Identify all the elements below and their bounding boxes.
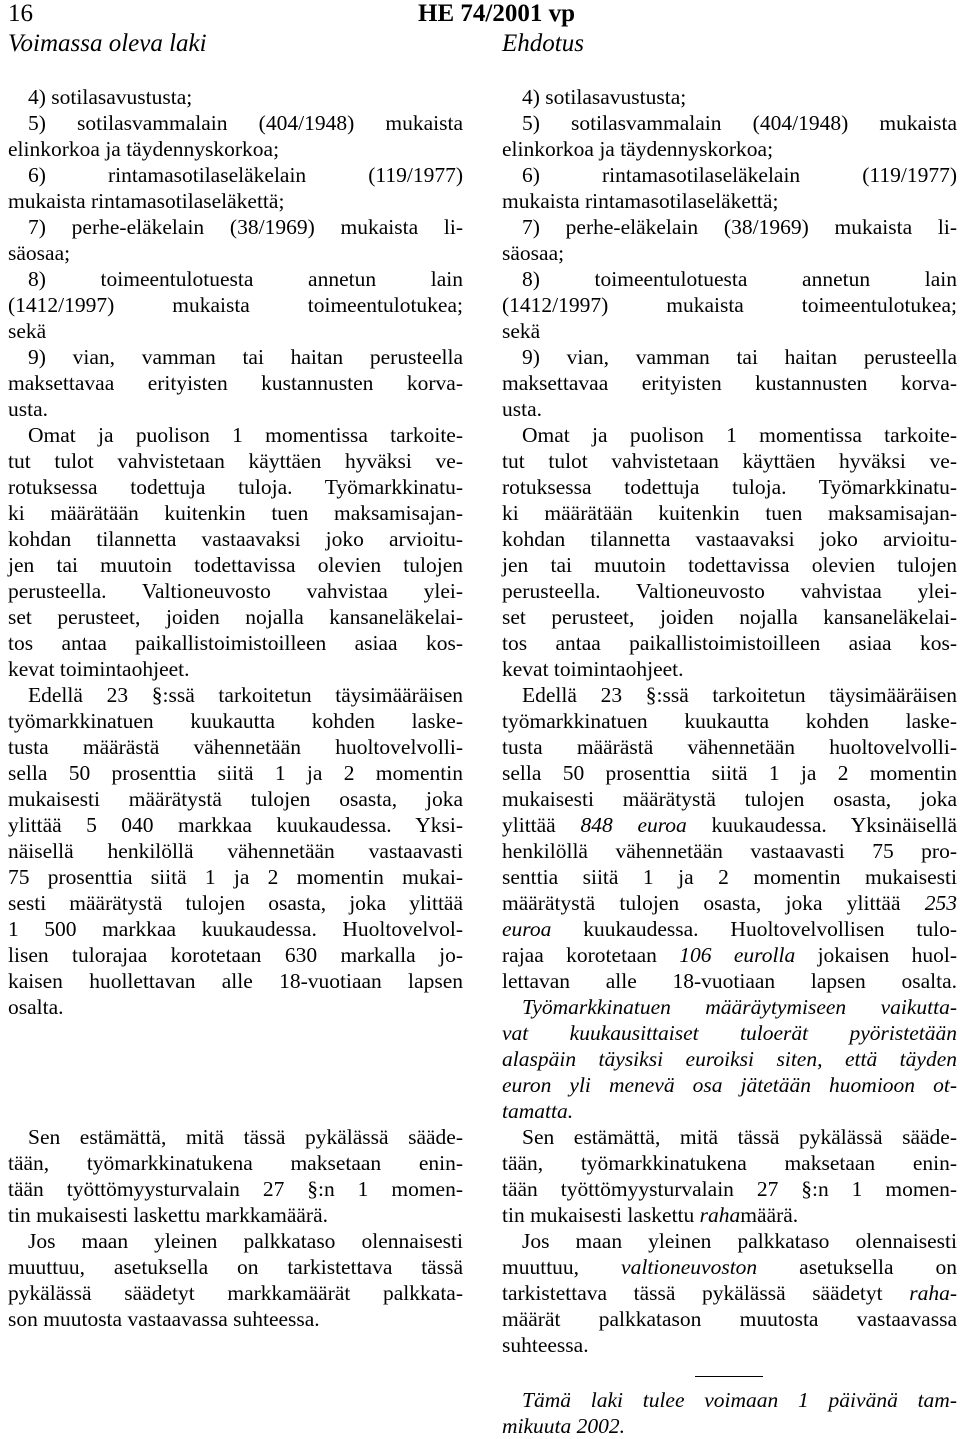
text-line: perusteella. Valtioneuvosto vahvistaa ylei-: [502, 579, 957, 603]
text-line: työmarkkinatuen kuukautta kohden laske-: [8, 709, 463, 733]
text-line: jen tai muutoin todettavissa olevien tulojen: [8, 553, 463, 577]
text-line: kevat toimintaohjeet.: [8, 657, 190, 681]
proposal-heading: Ehdotus: [502, 30, 584, 57]
text-line: usta.: [502, 397, 543, 421]
text-line: pykälässä säädetyt markkamäärät palkkata-: [8, 1281, 463, 1305]
amended-amount: 106 eurolla: [679, 943, 796, 967]
text-line: Edellä 23 §:ssä tarkoitetun täysimääräisen: [28, 683, 463, 707]
text-line: Omat ja puolison 1 momentissa tarkoite-: [522, 423, 957, 447]
text-line: jen tai muutoin todettavissa olevien tulojen: [502, 553, 957, 577]
text-line: tos antaa paikallistoimistoilleen asiaa kos-: [502, 631, 957, 655]
amended-text-line: vat kuukausittaiset tuloerät pyöristetään: [502, 1021, 957, 1045]
text-line: maksettavaa erityisten kustannusten korva-: [502, 371, 957, 395]
text-line: ki määrätään kuitenkin tuen maksamisajan-: [8, 501, 463, 525]
text-line: kohdan tilannetta vastaavaksi joko arvioitu-: [8, 527, 463, 551]
text-line: 6) rintamasotilaseläkelain (119/1977): [28, 163, 463, 187]
current-law-column: [8, 84, 463, 1332]
text-line: kohdan tilannetta vastaavaksi joko arvioitu-: [502, 527, 957, 551]
amended-amount: 253: [924, 891, 957, 915]
text-line: henkilöllä vähennetään vastaavasti 75 pro-: [502, 839, 957, 863]
text-line: kaisen huollettavan alle 18-vuotiaan lapsen: [8, 969, 463, 993]
text-line: lisen tulorajaa korotetaan 630 markalla jo-: [8, 943, 463, 967]
text-line: sekä: [8, 319, 47, 343]
text-line: Sen estämättä, mitä tässä pykälässä sääde-: [522, 1125, 957, 1149]
text-line: usta.: [8, 397, 49, 421]
amended-amount: euroa: [502, 917, 552, 941]
text-line: tos antaa paikallistoimistoilleen asiaa kos-: [8, 631, 463, 655]
text-line: ylittää 5 040 markkaa kuukaudessa. Yksi-: [8, 813, 463, 837]
text-line: tään, työmarkkinatukena maksetaan enin-: [8, 1151, 463, 1175]
text-line: määrätystä tulojen osasta, joka ylittää 253: [502, 891, 957, 915]
text-line: tään työttömyysturvalain 27 §:n 1 momen-: [8, 1177, 463, 1201]
text-line: näisellä henkilöllä vähennetään vastaavasti: [8, 839, 463, 863]
text-line: määrät palkkatason muutosta vastaavassa: [502, 1307, 957, 1331]
text-line: tusta määrästä vähennetään huoltovelvolli-: [8, 735, 463, 759]
text-line: elinkorkoa ja täydennyskorkoa;: [502, 137, 774, 161]
text-line: muuttuu, valtioneuvoston asetuksella on: [502, 1255, 958, 1279]
text-line: tin mukaisesti laskettu markkamäärä.: [8, 1203, 329, 1227]
text-line: säosaa;: [8, 241, 71, 265]
section-divider: [695, 1376, 763, 1377]
text-line: euroa kuukaudessa. Huoltovelvollisen tulo-: [502, 917, 957, 941]
text-line: tarkistettava tässä pykälässä säädetyt raha-: [502, 1281, 957, 1305]
text-line: tään, työmarkkinatukena maksetaan enin-: [502, 1151, 957, 1175]
amended-word: raha: [699, 1203, 741, 1227]
text-line: osalta.: [8, 995, 64, 1019]
text-line: tut tulot vahvistetaan käyttäen hyväksi ve-: [502, 449, 957, 473]
amended-text-line: Työmarkkinatuen määräytymiseen vaikutta-: [522, 995, 957, 1019]
amended-text-line: alaspäin täysiksi euroiksi siten, että täyden: [502, 1047, 957, 1071]
text-line: 9) vian, vamman tai haitan perusteella: [522, 345, 957, 369]
text-line: 4) sotilasavustusta;: [28, 85, 193, 109]
text-line: sekä: [502, 319, 541, 343]
text-line: 7) perhe-eläkelain (38/1969) mukaista li-: [522, 215, 957, 239]
document-id: HE 74/2001 vp: [418, 0, 575, 27]
text-line: tusta määrästä vähennetään huoltovelvolli-: [502, 735, 957, 759]
text-line: 4) sotilasavustusta;: [522, 85, 687, 109]
text-line: 5) sotilasvammalain (404/1948) mukaista: [522, 111, 957, 135]
text-line: set perusteet, joiden nojalla kansaneläkelai-: [502, 605, 957, 629]
text-line: ylittää 848 euroa kuukaudessa. Yksinäisellä: [502, 813, 957, 837]
text-line: lettavan alle 18-vuotiaan lapsen osalta.: [502, 969, 957, 993]
text-line: työmarkkinatuen kuukautta kohden laske-: [502, 709, 957, 733]
proposal-column: [502, 84, 957, 1439]
text-line: sella 50 prosenttia siitä 1 ja 2 momentin: [8, 761, 463, 785]
closing-clause-line: mikuuta 2002.: [502, 1414, 626, 1438]
text-line: 7) perhe-eläkelain (38/1969) mukaista li-: [28, 215, 463, 239]
text-line: 9) vian, vamman tai haitan perusteella: [28, 345, 463, 369]
text-line: kevat toimintaohjeet.: [502, 657, 684, 681]
text-line: 5) sotilasvammalain (404/1948) mukaista: [28, 111, 463, 135]
text-line: rajaa korotetaan 106 eurolla jokaisen huol-: [502, 943, 957, 967]
text-line: set perusteet, joiden nojalla kansaneläkelai-: [8, 605, 463, 629]
amended-word: valtioneuvoston: [621, 1255, 758, 1279]
text-line: maksettavaa erityisten kustannusten korva-: [8, 371, 463, 395]
text-line: elinkorkoa ja täydennyskorkoa;: [8, 137, 280, 161]
text-line: Sen estämättä, mitä tässä pykälässä sääde-: [28, 1125, 463, 1149]
text-line: tin mukaisesti laskettu rahamäärä.: [502, 1203, 799, 1227]
text-line: säosaa;: [502, 241, 565, 265]
current-law-heading: Voimassa oleva laki: [8, 30, 207, 57]
text-line: tut tulot vahvistetaan käyttäen hyväksi ve-: [8, 449, 463, 473]
text-line: Jos maan yleinen palkkataso olennaisesti: [522, 1229, 957, 1253]
amended-text-line: tamatta.: [502, 1099, 574, 1123]
text-line: perusteella. Valtioneuvosto vahvistaa ylei-: [8, 579, 463, 603]
text-line: muuttuu, asetuksella on tarkistettava tässä: [8, 1255, 463, 1279]
text-line: Jos maan yleinen palkkataso olennaisesti: [28, 1229, 463, 1253]
amended-text-line: euron yli menevä osa jätetään huomioon ot-: [502, 1073, 957, 1097]
text-line: rotuksessa todettuja tuloja. Työmarkkinatu-: [8, 475, 463, 499]
text-line: mukaista rintamasotilaseläkettä;: [502, 189, 779, 213]
text-line: Edellä 23 §:ssä tarkoitetun täysimääräisen: [522, 683, 957, 707]
text-line: 6) rintamasotilaseläkelain (119/1977): [522, 163, 957, 187]
text-line: mukaisesti määrätystä tulojen osasta, joka: [502, 787, 957, 811]
text-line: (1412/1997) mukaista toimeentulotukea;: [502, 293, 957, 317]
text-line: mukaista rintamasotilaseläkettä;: [8, 189, 285, 213]
text-line: 1 500 markkaa kuukaudessa. Huoltovelvol-: [8, 917, 463, 941]
amended-amount: 848 euroa: [580, 813, 687, 837]
text-line: suhteessa.: [502, 1333, 589, 1357]
text-line: Omat ja puolison 1 momentissa tarkoite-: [28, 423, 463, 447]
amended-word: raha-: [909, 1281, 957, 1305]
text-line: 8) toimeentulotuesta annetun lain: [522, 267, 957, 291]
text-line: 8) toimeentulotuesta annetun lain: [28, 267, 463, 291]
text-line: 75 prosenttia siitä 1 ja 2 momentin mukai-: [8, 865, 463, 889]
text-line: rotuksessa todettuja tuloja. Työmarkkinatu-: [502, 475, 957, 499]
text-line: son muutosta vastaavassa suhteessa.: [8, 1307, 320, 1331]
page-number: 16: [8, 0, 33, 27]
text-line: (1412/1997) mukaista toimeentulotukea;: [8, 293, 463, 317]
text-line: sesti määrätystä tulojen osasta, joka ylittää: [8, 891, 463, 915]
text-line: sella 50 prosenttia siitä 1 ja 2 momentin: [502, 761, 957, 785]
text-line: senttia siitä 1 ja 2 momentin mukaisesti: [502, 865, 957, 889]
text-line: tään työttömyysturvalain 27 §:n 1 momen-: [502, 1177, 957, 1201]
text-line: ki määrätään kuitenkin tuen maksamisajan-: [502, 501, 957, 525]
text-line: mukaisesti määrätystä tulojen osasta, joka: [8, 787, 463, 811]
closing-clause-line: Tämä laki tulee voimaan 1 päivänä tam-: [522, 1388, 957, 1412]
